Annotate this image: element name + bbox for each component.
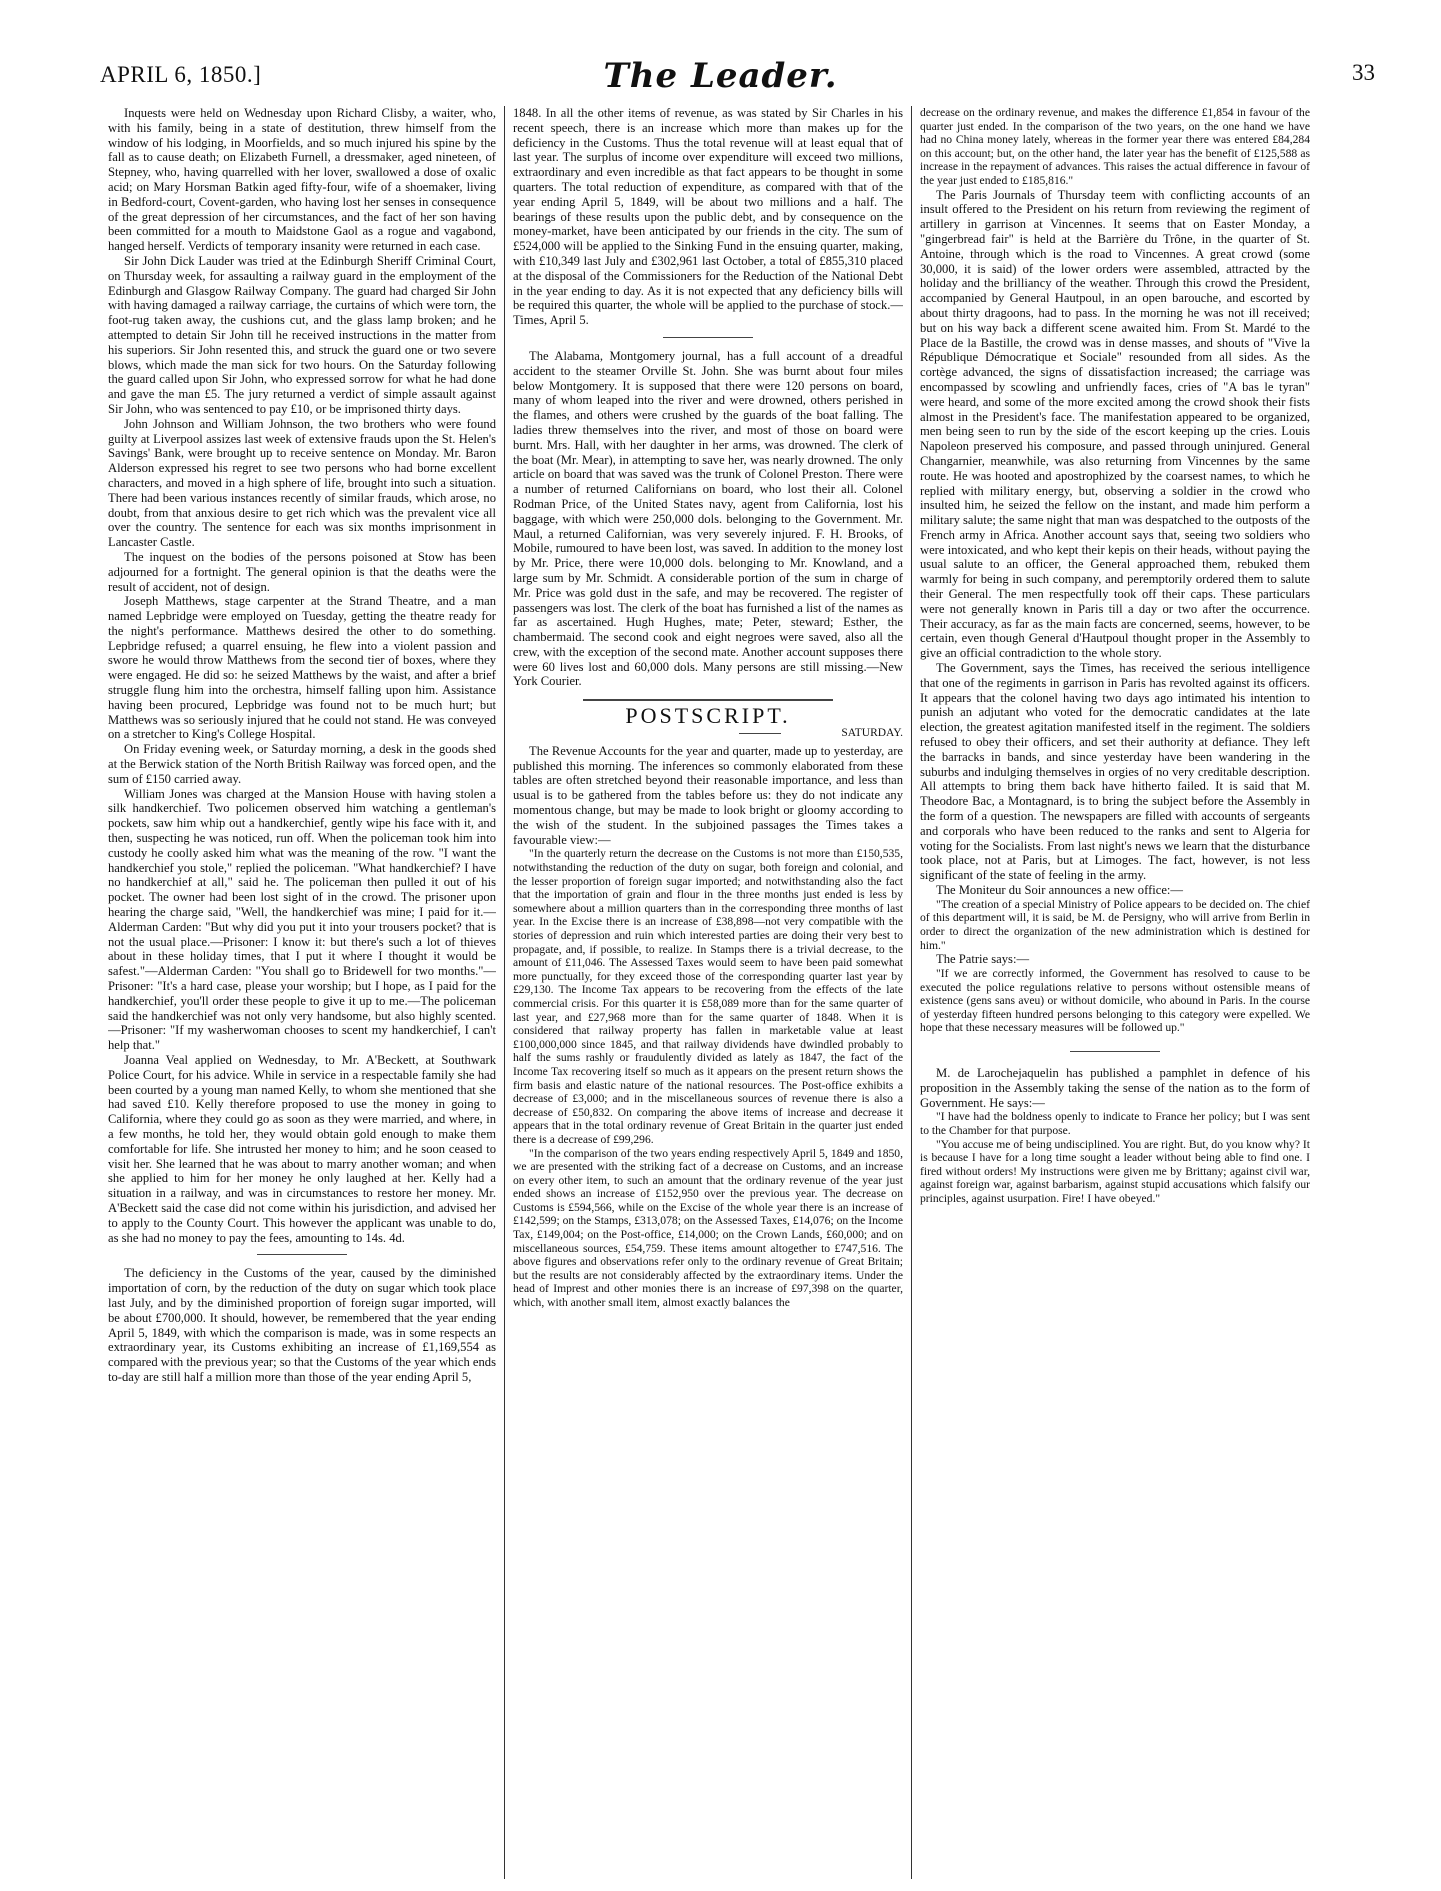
- article-william-jones: William Jones was charged at the Mansion House with having stolen a silk handkerchief. Two policemen observed him watching a gentleman's pockets, saw him whip out a handkerchief, gently wipe his face with it, and then, suspecting he was noticed, run off. When the policeman took him into custody he coolly asked him what was the meaning of the row. "I want the handkerchief you stole," replied the policeman. "What handkerchief? I have no handkerchief at all," said he. The policeman then pulled it out of his pocket. The owner had been lost sight of in the crowd. The prisoner upon hearing the charge said, "Well, the handkerchief was mine; I paid for it.—Alderman Carden: "But why did you put it into your trousers pocket? that is not the usual place.—Prisoner: I know it: but there's such a lot of thieves about in these holiday times, that I put it where I thought it would be safest."—Alderman Carden: "You shall go to Bridewell for two months."—Prisoner: "It's a hard case, please your worship; but I hope, as I paid for the handkerchief, you'll order these people to give it up to me.—The policeman said the handkerchief was not only very handsome, but also highly scented.—Prisoner: "If my washerwoman chooses to scent my handkerchief, I can't help that.": [108, 786, 496, 1053]
- times-quote-continued: decrease on the ordinary revenue, and makes the difference £1,854 in favour of the quarter just ended. In the comparison of the two years, on the one hand we have had no China money lately, whereas in the former year there was entered £84,284 on this account; but, on the other hand, the later year has the benefit of £125,588 as increase in the repayment of advances. This raises the actual difference in favour of the year just ended to £185,816.": [920, 106, 1310, 187]
- postscript-rule: [583, 699, 833, 701]
- article-joanna-veal: Joanna Veal applied on Wednesday, to Mr. A'Beckett, at Southwark Police Court, for his advice. While in service in a respectable family she had been courted by a young man named Kelly, to whom she mentioned that she had saved £10. Kelly therefore proposed to use the money in going to California, where they could go as soon as they were married, and where, in a few months, he told her, they would obtain gold enough to make them comfortable for life. She intrusted her money to him; and he soon ceased to visit her. She learned that he was about to marry another woman; and when she applied to him for her money he only laughed at her. Kelly had a situation in a railway, and was in circumstances to restore her money. Mr. A'Beckett said the case did not come within his jurisdiction, and advised her to apply to the County Court. This however the applicant was unable to do, as she had no money to pay the fees, amounting to 14s. 4d.: [108, 1053, 496, 1245]
- article-revenue-continued: 1848. In all the other items of revenue, as was stated by Sir Charles in his recent speech, there is an increase which more than makes up for the deficiency in the Customs. Thus the total revenue will at least equal that of last year. The surplus of income over expenditure will exceed two millions, extraordinary and even incredible as that fact appears to be thought in some quarters. The total reduction of expenditure, as compared with that of the year ending April 5, 1849, will be about two millions and a half. The bearings of these results upon the public debt, and by consequence on the money-market, have been anticipated by our friends in the city. The sum of £524,000 will be applied to the Sinking Fund in the ensuing quarter, making, with £10,349 last July and £302,961 last October, a total of £855,310 placed at the disposal of the Commissioners for the Reduction of the National Debt in the year ending to day. As it is not expected that any deficiency bills will be required this quarter, the whole will be applied to the purchase of stock.—Times, April 5.: [513, 106, 903, 328]
- postscript-dateline: SATURDAY.: [513, 726, 903, 741]
- article-berwick-desk: On Friday evening week, or Saturday morning, a desk in the goods shed at the Berwick station of the North British Railway was forced open, and the sum of £150 carried away.: [108, 742, 496, 786]
- times-quote-quarterly: "In the quarterly return the decrease on the Customs is not more than £150,535, notwithstanding the reduction of the duty on sugar, both foreign and colonial, and the lesser proportion of foreign sugar imported; and notwithstanding also the fact that the importation of grain and flour in the three months just ended is less by somewhere about a million quarters than in the corresponding three months of last year. In the Excise there is an increase of £38,898—not very compatible with the stories of depression and ruin which interested parties are doing their very best to propagate, and, if possible, to realize. In Stamps there is a trivial decrease, to the amount of £11,046. The Assessed Taxes would seem to have been paid somewhat more punctually, for they exceed those of the corresponding quarter last year by £29,130. The Income Tax appears to be recovering from the effects of the late commercial crisis. For this quarter it is £58,089 more than for the same quarter of last year, and £27,968 more than for the same quarter of 1848. When it is considered that railway property has fallen in marketable value at least £100,000,000 since 1845, and that railway dividends have dwindled probably to half the sums rashly or fraudulently divided as lately as 1847, the fact of the Income Tax recovering itself so much as it appears on the present return shows the firm basis and elastic nature of the national resources. The Post-office exhibits a decrease of £3,000; and in the miscellaneous sources of revenue there is also a decrease of £50,832. On comparing the above items of increase and decrease it appears that in the total ordinary revenue of Great Britain in the quarter just ended there is a decrease of £99,296.: [513, 847, 903, 1146]
- larochejaquelin-quote-1: "I have had the boldness openly to indicate to France her policy; but I was sent to the Chamber for that purpose.: [920, 1110, 1310, 1137]
- article-regiment-revolt: The Government, says the Times, has received the serious intelligence that one of the regiments in garrison in Paris has revolted against its officers. It appears that the colonel having two days ago intimated his intention to punish an adjutant who voted for the democratic candidates at the late election, the greatest agitation manifested itself in the regiment. The soldiers refused to obey their officers, and set their authority at defiance. They left the barracks in bands, and since yesterday have been wandering in the suburbs and indulging themselves in orgies of no very creditable description. All attempts to bring them back have hitherto failed. It is said that M. Theodore Bac, a Montagnard, is to bring the subject before the Assembly in the form of a question. The newspapers are filled with accounts of sergeants and corporals who have been reduced to the ranks and sent to Algeria for voting for the Socialists. From last night's news we learn that the disturbance took place, not at Paris, but at Limoges. The fact, however, is not less significant of the state of feeling in the army.: [920, 661, 1310, 883]
- article-moniteur: The Moniteur du Soir announces a new office:—: [936, 883, 1184, 898]
- larochejaquelin-quote-2: "You accuse me of being undisciplined. You are right. But, do you know why? It is because I have for a long time sought a leader without being able to find one. I fired without orders! My instructions were given me by Brittany; against civil war, against foreign war, against barbarism, against stupid accusations which falsify our principles, against usurpation. Fire! I have obeyed.": [920, 1137, 1310, 1205]
- column-3: [920, 106, 1310, 1879]
- article-larochejaquelin: M. de Larochejaquelin has published a pamphlet in defence of his proposition in the Assembly taking the sense of the nation as to the form of Government. He says:—: [920, 1065, 1310, 1110]
- article-matthews: Joseph Matthews, stage carpenter at the Strand Theatre, and a man named Lepbridge were employed on Tuesday, getting the theatre ready for the night's performance. Matthews desired the other to do something. Lepbridge refused; a quarrel ensuing, he flew into a violent passion and swore he would throw Matthews from the second tier of boxes, where they were engaged. He did so: he seized Matthews by the waist, and after a brief struggle flung him into the orchestra, himself falling upon him. Assistance having been procured, Lepbridge was found not to be much hurt; but Matthews was so seriously injured that he could not stand. He was conveyed on a stretcher to King's College Hospital.: [108, 594, 496, 742]
- column-rule-1: [504, 106, 505, 1879]
- column-1: [108, 106, 496, 1879]
- newspaper-title: The Leader.: [603, 56, 838, 96]
- postscript-intro: The Revenue Accounts for the year and quarter, made up to yesterday, are published this morning. The inferences so commonly elaborated from these tables are often stretched beyond their reasonable importance, and less than usual is to be gathered from the tables before us: they do not indicate any momentous change, but may be made to look bright or gloomy according to the wish of the student. In the subjoined passages the Times takes a favourable view:—: [513, 743, 903, 847]
- patrie-quote: "If we are correctly informed, the Government has resolved to cause to be executed the police regulations relative to persons without ostensible means of existence (gens sans aveu) or without domicile, who abound in Paris. In the course of yesterday fifteen hundred persons belonging to this category were expelled. We hope that these necessary measures will be followed up.": [920, 966, 1310, 1035]
- times-quote-yearly: "In the comparison of the two years ending respectively April 5, 1849 and 1850, we are presented with the striking fact of a decrease on Customs, and an increase on every other item, to such an amount that the ordinary revenue of the year just ended shows an increase of £152,950 over the previous year. The decrease on Customs is £594,566, while on the Excise of the whole year there is an increase of £142,599; on the Stamps, £313,078; on the Assessed Taxes, £14,076; on the Income Tax, £149,004; on the Post-office, £14,000; on the Crown Lands, £60,000; and on miscellaneous sources, £54,759. These items amount altogether to £747,516. The above figures and observations refer only to the ordinary revenue of Great Britain; but the results are not considerably affected by the extraordinary items. Under the head of Imprest and other monies there is an increase of £97,398 on the quarter, which, with another small item, almost exactly balances the: [513, 1146, 903, 1310]
- page-number: 33: [1352, 60, 1375, 85]
- moniteur-quote: "The creation of a special Ministry of Police appears to be decided on. The chief of this department will, it is said, be M. de Persigny, who will arrive from Berlin in order to direct the organization of the new administration which is destined for him.": [920, 897, 1310, 952]
- article-customs-deficiency: The deficiency in the Customs of the year, caused by the diminished importation of corn, by the reduction of the duty on sugar which took place last July, and by the diminished proportion of foreign sugar imported, will be about £700,000. It should, however, be remembered that the year ending April 5, 1849, with which the comparison is made, was in some respects an extraordinary year, its Customs exhibiting an increase of £1,169,554 as compared with the previous year; so that the Customs of the year which ends to-day are still half a million more than those of the year ending April 5,: [108, 1266, 496, 1384]
- article-orville-steamer: The Alabama, Montgomery journal, has a full account of a dreadful accident to the steamer Orville St. John. She was burnt about four miles below Montgomery. It is supposed that there were 120 persons on board, many of whom leaped into the river and were drowned, others perished in the flames, and others were crushed by the guards of the boat falling. The ladies threw themselves into the river, and most of those on board were burnt. Mrs. Hall, with her daughter in her arms, was drowned. The clerk of the boat (Mr. Mear), in attempting to save her, was nearly drowned. The only article on board that was saved was the trunk of Colonel Preston. There were a number of returned Californians on board, who lost their all. Colonel Rodman Price, of the United States navy, agent from California, lost his baggage, with which were 250,000 dols. belonging to the Government. Mr. Maul, a returned Californian, was very severely injured. F. H. Brooks, of Mobile, rumoured to have been lost, was saved. In addition to the money lost by Mr. Price, there were 10,000 dols. belonging to Mr. Knowland, and a large sum by Mr. Schmidt. A considerable portion of the sum in charge of Mr. Price was gold dust in the safe, and may be recovered. The register of passengers was lost. The clerk of the boat has furnished a list of the names as far as ascertained. Hugh Hughes, mate; Peter, steward; Esther, the chambermaid. The second cook and eight negroes were saved, also all the crew, with the exception of the second mate. Another account supposes there were 60 lives lost and 60,000 dols. Many persons are still missing.—New York Courier.: [513, 348, 903, 689]
- postscript-heading: POSTSCRIPT.: [625, 703, 791, 729]
- patrie-intro: The Patrie says:—: [936, 952, 1030, 967]
- masthead: [0, 0, 1441, 120]
- section-divider: [663, 337, 753, 338]
- article-stow-inquest: The inquest on the bodies of the persons poisoned at Stow has been adjourned for a fortnight. The general opinion is that the deaths were the result of accident, not of design.: [108, 549, 496, 594]
- section-divider: [257, 1254, 347, 1255]
- column-rule-2: [911, 106, 912, 1879]
- column-2: [513, 106, 903, 1879]
- article-paris-insult: The Paris Journals of Thursday teem with conflicting accounts of an insult offered to the President on his return from reviewing the regiment of artillery in garrison at Vincennes. It seems that on Easter Monday, a "gingerbread fair" is held at the Barrière du Trône, in the quarter of St. Antoine, through which is the road to Vincennes. A great crowd (some 30,000, it is said) of the lower orders were assembled, attracted by the holiday and the brilliancy of the weather. Through this crowd the President, accompanied by General Hautpoul, in an open barouche, and escorted by about thirty dragoons, had to pass. In the morning he was not ill received; but on his way back a different scene awaited him. From St. Mardé to the Place de la Bastille, the crowd was in dense masses, and shouts of "Vive la République Démocratique et Sociale" resounded from all sides. As the cortège advanced, the signs of dissatisfaction increased; the carriage was encompassed by scowling and unfriendly faces, cries of "A bas le tyran" were heard, and some of the more excited among the crowd shook their fists almost in the President's face. The manifestation appeared to be organized, men being seen to run by the side of the escort keeping up the cries. Louis Napoleon preserved his composure, and passed through uninjured. General Changarnier, meanwhile, was also returning from Vincennes by the same route. He was hooted and apostrophized by the coarsest names, to which he replied with military energy, but, observing a soldier in the crowd who insulted him, he seized the fellow on the instant, and made him perform a military salute; the same night that man was despatched to the outposts of the French army in Africa. Another account says that, seeing two soldiers who were intoxicated, and who kept their kepis on their heads, without paying the usual salute to an officer, the General approached them, rebuked them warmly for being in such company, and peremptorily ordered them to salute their General. The men respectfully took off their caps. These particulars were not generally known in Paris till a day or two after the occurrence. Their accuracy, as far as the main facts are concerned, seems, however, to be certain, even though General d'Hautpoul thought proper in the Assembly to give an official contradiction to the whole story.: [920, 187, 1310, 661]
- article-lauder: Sir John Dick Lauder was tried at the Edinburgh Sheriff Criminal Court, on Thursday week, for assaulting a railway guard in the employment of the Edinburgh and Glasgow Railway Company. The guard had charged Sir John with having damaged a railway carriage, the curtains of which were torn, the foot-rug taken away, the cushions cut, and the glass lamp broken; and he attempted to detain Sir John till he received instructions in the matter from his superiors. Sir John resented this, and struck the guard one or two severe blows, which made the man sick for two hours. On the Saturday following the guard called upon Sir John, who expressed sorrow for what he had done and gave the man £5. The jury returned a verdict of simple assault against Sir John, who was sentenced to pay £10, or be imprisoned thirty days.: [108, 253, 496, 416]
- section-divider: [1070, 1051, 1160, 1052]
- article-johnson-brothers: John Johnson and William Johnson, the two brothers who were found guilty at Liverpool assizes last week of extensive frauds upon the St. Helen's Savings' Bank, were brought up to receive sentence on Monday. Mr. Baron Alderson expressed his regret to see two persons who had borne excellent characters, and moved in a high sphere of life, brought into such a situation. There had been various instances recently of similar frauds, which arose, no doubt, from that anxious desire to get rich which was the prevalent vice all over the country. The sentence for each was six months imprisonment in Lancaster Castle.: [108, 416, 496, 550]
- article-inquests: Inquests were held on Wednesday upon Richard Clisby, a waiter, who, with his family, being in a state of destitution, threw himself from the window of his lodging, in Moorfields, and so much injured his spine by the fall as to cause death; on Elizabeth Furnell, a dressmaker, aged nineteen, of Stepney, who, having quarrelled with her lover, swallowed a dose of oxalic acid; on Mary Horsman Batkin aged fifty-four, wife of a shoemaker, living in Bedford-court, Covent-garden, who having lost her senses in consequence of the great depression of her circumstances, and the fact of her son having been committed for a mouth to Maidstone Gaol as a rogue and vagabond, hanged herself. Verdicts of temporary insanity were returned in each case.: [108, 106, 496, 254]
- issue-date: APRIL 6, 1850.]: [100, 62, 262, 87]
